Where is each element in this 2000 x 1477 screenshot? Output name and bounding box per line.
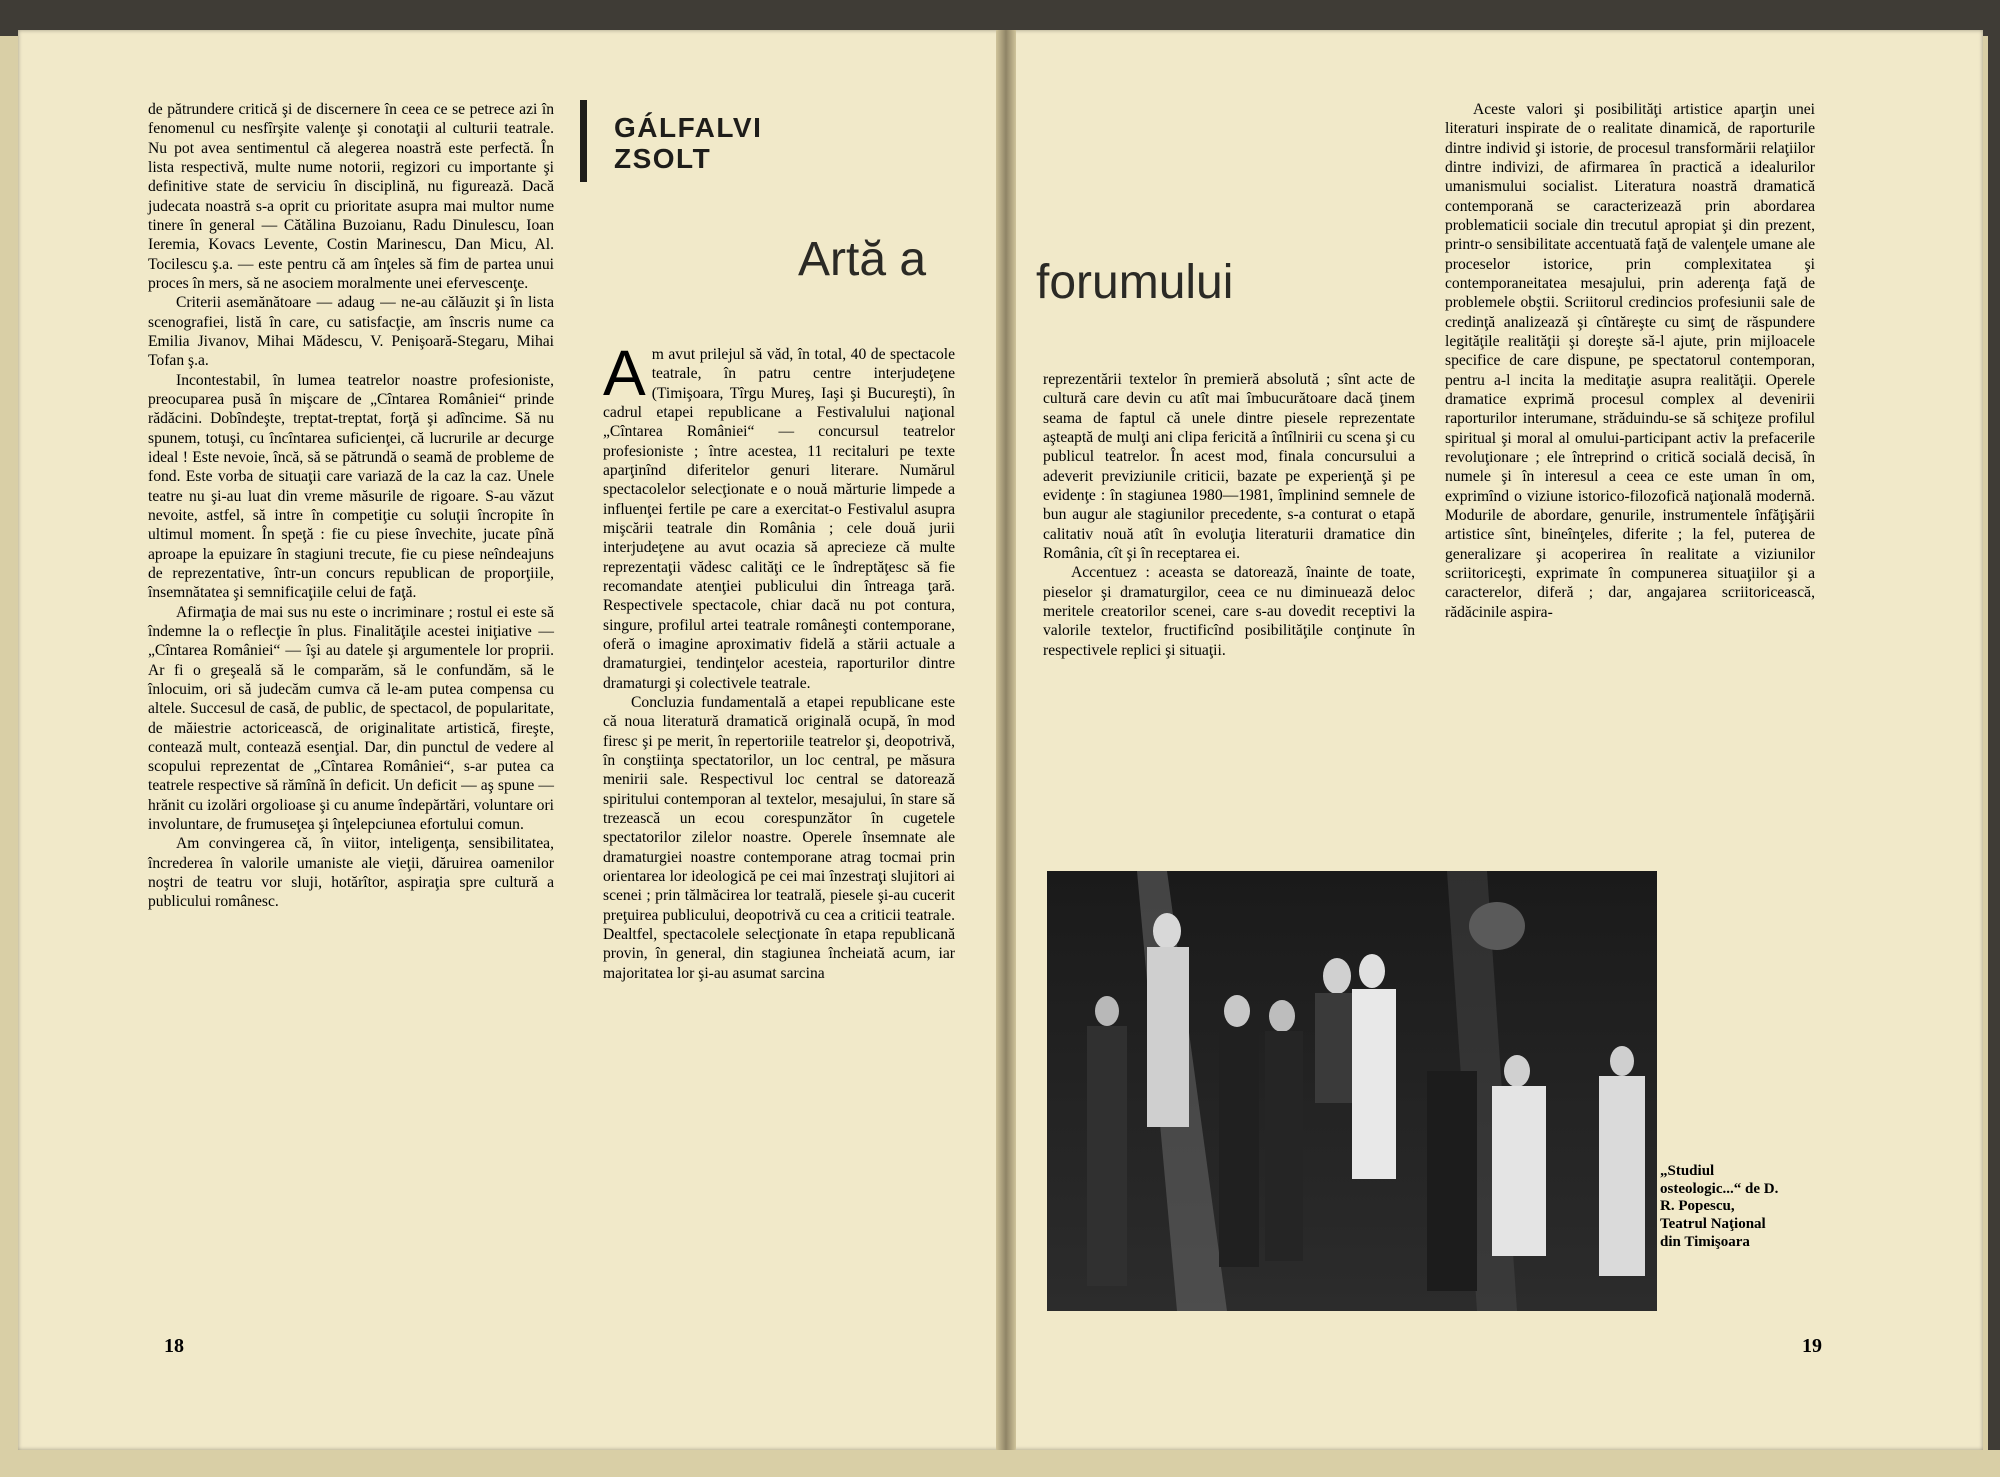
paragraph: de pătrundere critică şi de discernere în ceea ce se petrece azi în fenomenul cu nesfîrşite valenţe şi conotaţii al culturii teatrale. Nu pot avea sentimentul că alegerea noastră este perfectă. În lista respectivă, multe nume notorii, regizori cu importante şi definitive state de serviciu în disciplină, nu figurează. Dacă judecata noastră s-a oprit cu prioritate asupra mai multor nume tinere în general — Cătălina Buzoianu, Radu Dinulescu, Ioan Ieremia, Kovacs Levente, Costin Marinescu, Dan Micu, Al. Tocilescu ş.a. — este pentru că am înţeles să fim de partea unui proces în mers, să ne asociem moralmente unei efervescenţe. bbox=[148, 101, 554, 292]
page-number-right: 19 bbox=[1802, 1335, 1822, 1357]
column-1 bbox=[148, 100, 554, 1310]
stage-photo-illustration bbox=[1047, 871, 1657, 1311]
paragraph: reprezentării textelor în premieră absolută ; sînt acte de cultură care devin cu atît mai îmbucurătoare dacă ţinem seama de faptul că unele dintre piesele reprezentate aşteaptă de mulţi ani clipa fericită a întîlnirii cu scena şi cu publicul teatrelor. În acest mod, finala concursului a adeverit previziunile criticii, bazate pe experienţă şi pe evidenţe : în stagiunea 1980—1981, împlinind semnele de bun augur ale stagiunilor precedente, s-a conturat o etapă calitativ nouă atît în evoluţia literaturii dramatice din România, cît şi în receptarea ei. bbox=[1043, 371, 1415, 562]
photo-caption: „Studiul osteologic...“ de D. R. Popescu, Teatrul Naţional din Timişoara bbox=[1660, 1163, 1779, 1250]
book-edge bbox=[1988, 30, 2000, 1450]
column-4 bbox=[1445, 100, 1815, 820]
stage-photo bbox=[1047, 871, 1657, 1311]
page-gutter bbox=[996, 30, 1016, 1450]
page-number-left: 18 bbox=[164, 1335, 184, 1357]
paragraph: m avut prilejul să văd, în total, 40 de spectacole teatrale, în patru centre interjudeţene (Timişoara, Tîrgu Mureş, Iaşi şi Bucureşti), în cadrul etapei republicane a Festivalului naţional „Cîntarea României“ — concursul teatrelor profesioniste ; între acestea, 11 recitaluri pe texte aparţinînd diferitelor genuri literare. Numărul spectacolelor selecţionate e o nouă mărturie limpede a influenţei fertile pe care a exercitat-o Festivalul asupra mişcării teatrale din România ; cele două jurii interjudeţene au avut ocazia să aprecieze că multe reprezentaţii vădesc calităţi ce le îndreptăţesc să fie recomandate atenţiei publicului din întreaga ţară. Respectivele spectacole, chiar dacă nu pot contura, singure, profilul artei teatrale româneşti contemporane, oferă o imagine aproximativ fidelă a stării actuale a dramaturgiei, tendinţelor acesteia, raporturilor dintre dramaturgi şi colectivele teatrale. bbox=[603, 346, 955, 692]
column-3 bbox=[1043, 370, 1415, 820]
title-part-1: Artă a bbox=[798, 233, 927, 286]
column-2 bbox=[603, 337, 955, 1315]
drop-cap: A bbox=[603, 337, 646, 409]
paragraph: Afirmaţia de mai sus nu este o incriminare ; rostul ei este să îndemne la o reflecţie în plus. Finalităţile acestei iniţiative — „Cîntarea României“ — îşi au datele şi argumentele lor proprii. Ar fi o greşeală să le comparăm, să le confundăm, să le înlocuim, ori să judecăm cumva că le-am putea compensa cu altele. Succesul de casă, de public, de spectacol, de popularitate, de măiestrie actoricească, de originalitate artistică, fireşte, contează mult, contează esenţial. Dar, din punctul de vedere al scopului reprezentat de „Cîntarea României“, s-ar putea ca teatrele respective să rămînă în deficit. Un deficit — aş spune — hrănit cu izolări orgolioase şi cu anume îndepărtări, voluntare ori involuntare, de frumuseţea şi înţelepciunea efortului comun. bbox=[148, 603, 554, 834]
title-part-2: forumului bbox=[1036, 256, 1234, 309]
paragraph: Concluzia fundamentală a etapei republicane este că noua literatură dramatică originală ocupă, în mod firesc şi pe merit, în repertoriile teatrelor şi, deopotrivă, în conştiinţa spectatorilor, un loc central, pe măsura menirii sale. Respectivul loc central se datorează spiritului contemporan al textelor, mesajului, în stare să trezească un ecou corespunzător în cugetele spectatorilor zilelor noastre. Operele însemnate ale dramaturgiei noastre contemporane atrag tocmai prin orientarea lor ideologică pe cei mai înzestraţi slujitori ai scenei ; prin tălmăcirea lor teatrală, piesele şi-au cucerit preţuirea publicului, deopotrivă cu cea a criticii teatrale. Dealtfel, spectacolele selecţionate în etapa republicană provin, în general, din stagiunea încheiată acum, iar majoritatea lor şi-au asumat sarcina bbox=[603, 693, 955, 982]
paragraph: Criterii asemănătoare — adaug — ne-au călăuzit şi în lista scenografiei, listă în care, cu satisfacţie, am înscris nume ca Emilia Jivanov, Mihai Mădescu, V. Penişoară-Stegaru, Mihai Tofan ş.a. bbox=[148, 294, 554, 370]
author-name bbox=[614, 112, 762, 174]
author-first: GÁLFALVI bbox=[614, 112, 763, 143]
paragraph: Incontestabil, în lumea teatrelor noastre profesioniste, preocuparea pusă în mişcare de „Cîntarea României“ prinde rădăcini. Dobîndeşte, treptat-treptat, forţă şi adîncime. Să nu spunem, totuşi, cu încîntarea suficienţei, că lucrurile ar decurge ideal ! Este nevoie, încă, să se pătrundă o seamă de probleme de fond. Este vorba de situaţii care variază de la caz la caz. Unele teatre nu şi-au luat din vreme măsurile de rigoare. S-au văzut nevoite, astfel, să intre în competiţie cu soluţii încropite în ultimul moment. În speţă : fie cu piese învechite, jucate pînă aproape la epuizare în stagiuni trecute, fie cu piese neîndeajuns de reprezentative, într-un concurs republican de proporţiile, însemnătatea şi semnificaţiile celui de faţă. bbox=[148, 371, 554, 602]
paragraph: Accentuez : aceasta se datorează, înainte de toate, pieselor şi dramaturgilor, ceea ce nu diminuează deloc meritele creatorilor scenei, care s-au dovedit receptivi la valorile textelor, fructificînd posibilităţile conţinute în respectivele replici şi situaţii. bbox=[1043, 564, 1415, 659]
author-last: ZSOLT bbox=[614, 143, 712, 174]
paragraph: Am convingerea că, în viitor, inteligenţa, sensibilitatea, încrederea în valorile umaniste ale vieţii, dăruirea oamenilor noştri de teatru vor sluji, hotărîtor, aspiraţia spre cultură a publicului românesc. bbox=[148, 835, 554, 911]
author-marker bbox=[580, 100, 587, 182]
paragraph: Aceste valori şi posibilităţi artistice aparţin unei literaturi inspirate de o realitate dinamică, de raporturile dintre individ şi istorie, de procesul transformării relaţiilor dintre indivizi, de afirmarea în practică a idealurilor umanismului socialist. Literatura noastră dramatică contemporană se caracterizează prin abordarea problematicii sociale din trecutul apropiat şi din prezent, printr-o sensibilitate accentuată faţă de valenţele umane ale proceselor istorice, prin complexitatea şi contemporaneitatea mesajului, prin aderenţa faţă de problemele obştii. Scriitorul credincios profesiunii sale de credinţă analizează şi cîntăreşte cu simţ de răspundere legităţile realităţii şi doreşte să-l ajute, prin mijloacele specifice de care dispune, pe spectatorul contemporan, pentru a-l incita la meditaţie asupra realităţii. Operele dramatice exprimă procesul complex al devenirii raporturilor interumane, străduindu-se să schiţeze profilul spiritual şi moral al omului-participant activ la prefacerile revoluţionare ; ele întreprind o critică socială decisă, în numele şi în interesul a ceea ce este uman în om, exprimînd o viziune istorico-filozofică naţională modernă. Modurile de abordare, genurile, instrumentele înfăţişării artistice sînt, bineînţeles, diferite ; la fel, puterea de generalizare şi acoperirea în realitate a viziunilor scriitoriceşti, exprimate în compunerea situaţiilor şi a caracterelor, diferă ; dar, angajarea scriitoricească, rădăcinile aspira- bbox=[1445, 101, 1815, 621]
